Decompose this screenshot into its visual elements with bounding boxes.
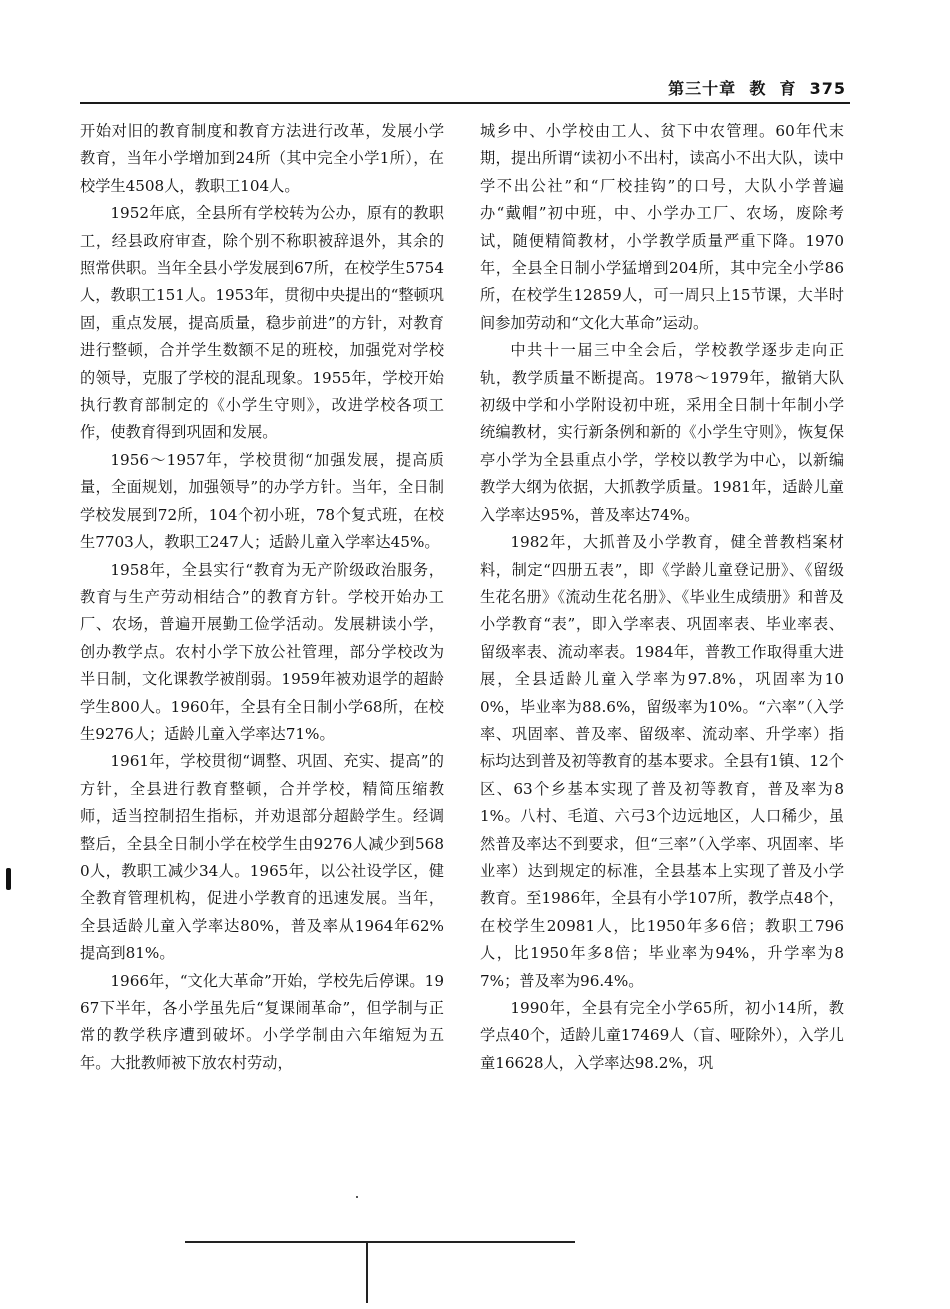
paragraph: 1990年，全县有完全小学65所，初小14所，教学点40个，适龄儿童17469人（盲、哑除外），入学儿童16628人，入学率达98.2%，巩 [480, 999, 844, 1072]
bottom-tick [366, 1243, 368, 1303]
left-column [80, 118, 444, 1077]
paragraph: 1958年，全县实行“教育为无产阶级政治服务，教育与生产劳动相结合”的教育方针。学校开始办工厂、农场，普遍开展勤工俭学活动。发展耕读小学，创办教学点。农村小学下放公社管理，部分学校改为半日制，文化课教学被削弱。1959年被劝退学的超龄学生800人。1960年，全县有全日制小学68所，在校生9276人；适龄儿童入学率达71%。 [80, 560, 444, 743]
paragraph: 1956～1957年，学校贯彻“加强发展，提高质量，全面规划，加强领导”的办学方针。当年，全日制学校发展到72所，104个初小班，78个复式班，在校生7703人，教职工247人；适龄儿童入学率达45%。 [80, 450, 444, 552]
paragraph: 1966年，“文化大革命”开始，学校先后停课。1967下半年，各小学虽先后“复课闹革命”，但学制与正常的教学秩序遭到破坏。小学学制由六年缩短为五年。大批教师被下放农村劳动， [80, 971, 444, 1072]
paragraph: 开始对旧的教育制度和教育方法进行改革，发展小学教育，当年小学增加到24所（其中完全小学1所），在校学生4508人，教职工104人。 [80, 122, 444, 195]
bottom-rule [185, 1241, 575, 1243]
paragraph: 城乡中、小学校由工人、贫下中农管理。60年代末期，提出所谓“读初小不出村，读高小不出大队，读中学不出公社”和“厂校挂钩”的口号，大队小学普遍办“戴帽”初中班，中、小学办工厂、农场，废除考试，随便精简教材，小学教学质量严重下降。1970年，全县全日制小学猛增到204所，其中完全小学86所，在校学生12859人，可一周只上15节课，大半时间参加劳动和“文化大革命”运动。 [480, 122, 844, 332]
paragraph: 1961年，学校贯彻“调整、巩固、充实、提高”的方针，全县进行教育整顿，合并学校，精简压缩教师，适当控制招生指标，并劝退部分超龄学生。经调整后，全县全日制小学在校学生由9276人减少到5680人，教职工减少34人。1965年，以公社设学区，健全教育管理机构，促进小学教育的迅速发展。当年，全县适龄儿童入学率达80%，普及率从1964年62%提高到81%。 [80, 752, 444, 963]
binding-mark [6, 868, 11, 890]
paragraph: 1982年，大抓普及小学教育，健全普教档案材料，制定“四册五表”，即《学龄儿童登记册》、《留级生花名册》《流动生花名册》、《毕业生成绩册》和普及小学教育“表”，即入学率表、巩固率表、毕业率表、留级率表、流动率表。1984年，普教工作取得重大进展，全县适龄儿童入学率为97.8%，巩固率为100%，毕业率为88.6%，留级率为10%。“六率”（入学率、巩固率、普及率、留级率、流动率、升学率）指标均达到普及初等教育的基本要求。全县有1镇、12个区、63个乡基本实现了普及初等教育，普及率为81%。八村、毛道、六弓3个边远地区，人口稀少，虽然普及率达不到要求，但“三率”（入学率、巩固率、毕业率）达到规定的标准，全县基本上实现了普及小学教育。至1986年，全县有小学107所，教学点48个，在校学生20981人，比1950年多6倍；教职工796人，比1950年多8倍；毕业率为94%，升学率为87%；普及率为96.4%。 [480, 533, 844, 990]
header-rule [80, 102, 850, 104]
paragraph: 1952年底，全县所有学校转为公办，原有的教职工，经县政府审查，除个别不称职被辞退外，其余的照常供职。当年全县小学发展到67所，在校学生5754人，教职工151人。1953年，贯彻中央提出的“整顿巩固，重点发展，提高质量，稳步前进”的方针，对教育进行整顿，合并学生数额不足的班校，加强党对学校的领导，克服了学校的混乱现象。1955年，学校开始执行教育部制定的《小学生守则》，改进学校各项工作，使教育得到巩固和发展。 [80, 204, 444, 442]
page-header [80, 74, 850, 104]
paragraph: 中共十一届三中全会后，学校教学逐步走向正轨，教学质量不断提高。1978～1979年，撤销大队初级中学和小学附设初中班，采用全日制十年制小学统编教材，实行新条例和新的《小学生守则》，恢复保亭小学为全县重点小学，学校以教学为中心，以新编教学大纲为依据，大抓教学质量。1981年，适龄儿童入学率达95%，普及率达74%。 [480, 341, 844, 524]
running-header: 第三十章 教 育 375 [668, 79, 846, 98]
scan-speck [356, 1196, 358, 1198]
right-column [480, 118, 844, 1077]
